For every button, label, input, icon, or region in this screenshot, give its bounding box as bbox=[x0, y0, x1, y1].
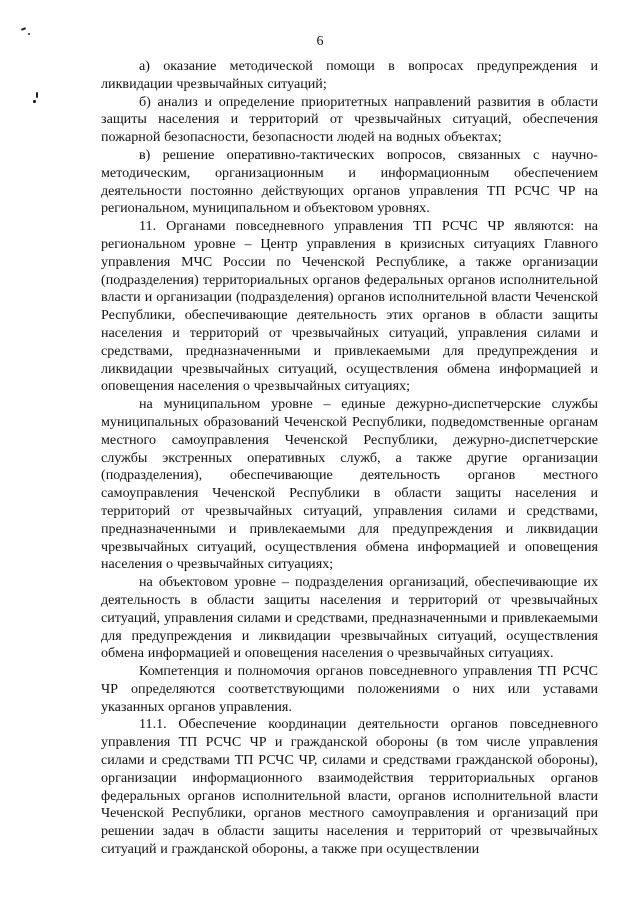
paragraph-v: в) решение оперативно-тактических вопросов, связанных с научно-методическим, организационным и информационным обеспечением деятельности постоянно действующих органов управления ТП РСЧС ЧР на региональном, муниципальном и объектовом уровнях. bbox=[101, 146, 598, 217]
scan-artifact bbox=[21, 27, 26, 31]
paragraph-object-level: на объектовом уровне – подразделения организаций, обеспечивающие их деятельность в области защиты населения и территорий от чрезвычайных ситуаций, управления силами и средствами, предназначенными и привлекаемыми для предупреждения и ликвидации чрезвычайных ситуаций, осуществления обмена информацией и оповещения населения о чрезвычайных ситуациях. bbox=[101, 574, 598, 662]
paragraph-b: б) анализ и определение приоритетных направлений развития в области защиты населения и территорий от чрезвычайных ситуаций, обеспечения пожарной безопасности, безопасности людей на водных объектах; bbox=[101, 93, 598, 146]
paragraph-11: 11. Органами повседневного управления ТП РСЧС ЧР являются: на региональном уровне – Центр управления в кризисных ситуациях Главного управления МЧС России по Чеченской Республике, а также организации (подразделения) территориальных органов федеральных органов исполнительной власти и организации (подразделения) органов исполнительной власти Чеченской Республики, обеспечивающие деятельность этих органов в области защиты населения и территорий от чрезвычайных ситуаций, управления силами и средствами, предназначенными и привлекаемыми для предупреждения и ликвидации чрезвычайных ситуаций, осуществления обмена информацией и оповещения населения о чрезвычайных ситуациях; bbox=[101, 218, 598, 395]
paragraph-municipal-level: на муниципальном уровне – единые дежурно-диспетчерские службы муниципальных образований Чеченской Республики, подведомственные органам местного самоуправления Чеченской Республики, дежурно-диспетчерские службы экстренных оперативных служб, а также другие организации (подразделения), обеспечивающие деятельность органов местного самоуправления Чеченской Республики в области защиты населения и территорий от чрезвычайных ситуаций, управления силами и средствами, предназначенными и привлекаемыми для предупреждения и ликвидации чрезвычайных ситуаций, осуществления обмена информацией и оповещения населения о чрезвычайных ситуациях; bbox=[101, 396, 598, 573]
document-body bbox=[101, 58, 598, 859]
paragraph-competence: Компетенция и полномочия органов повседневного управления ТП РСЧС ЧР определяются соответствующими положениями о них или уставами указанных органов управления. bbox=[101, 663, 598, 715]
paragraph-a: а) оказание методической помощи в вопросах предупреждения и ликвидации чрезвычайных ситуаций; bbox=[101, 58, 598, 92]
scan-artifact bbox=[33, 100, 36, 103]
page-number: 6 bbox=[316, 34, 324, 49]
scan-artifact bbox=[36, 92, 38, 98]
paragraph-11-1: 11.1. Обеспечение координации деятельности органов повседневного управления ТП РСЧС ЧР и гражданской обороны (в том числе управления силами и средствами ТП РСЧС ЧР, силами и средствами гражданской обороны), организации информационного взаимодействия территориальных органов федеральных органов исполнительной власти, органов исполнительной власти Чеченской Республики, органов местного самоуправления и организаций при решении задач в области защиты населения и территорий от чрезвычайных ситуаций и гражданской обороны, а также при осуществлении bbox=[101, 716, 598, 858]
